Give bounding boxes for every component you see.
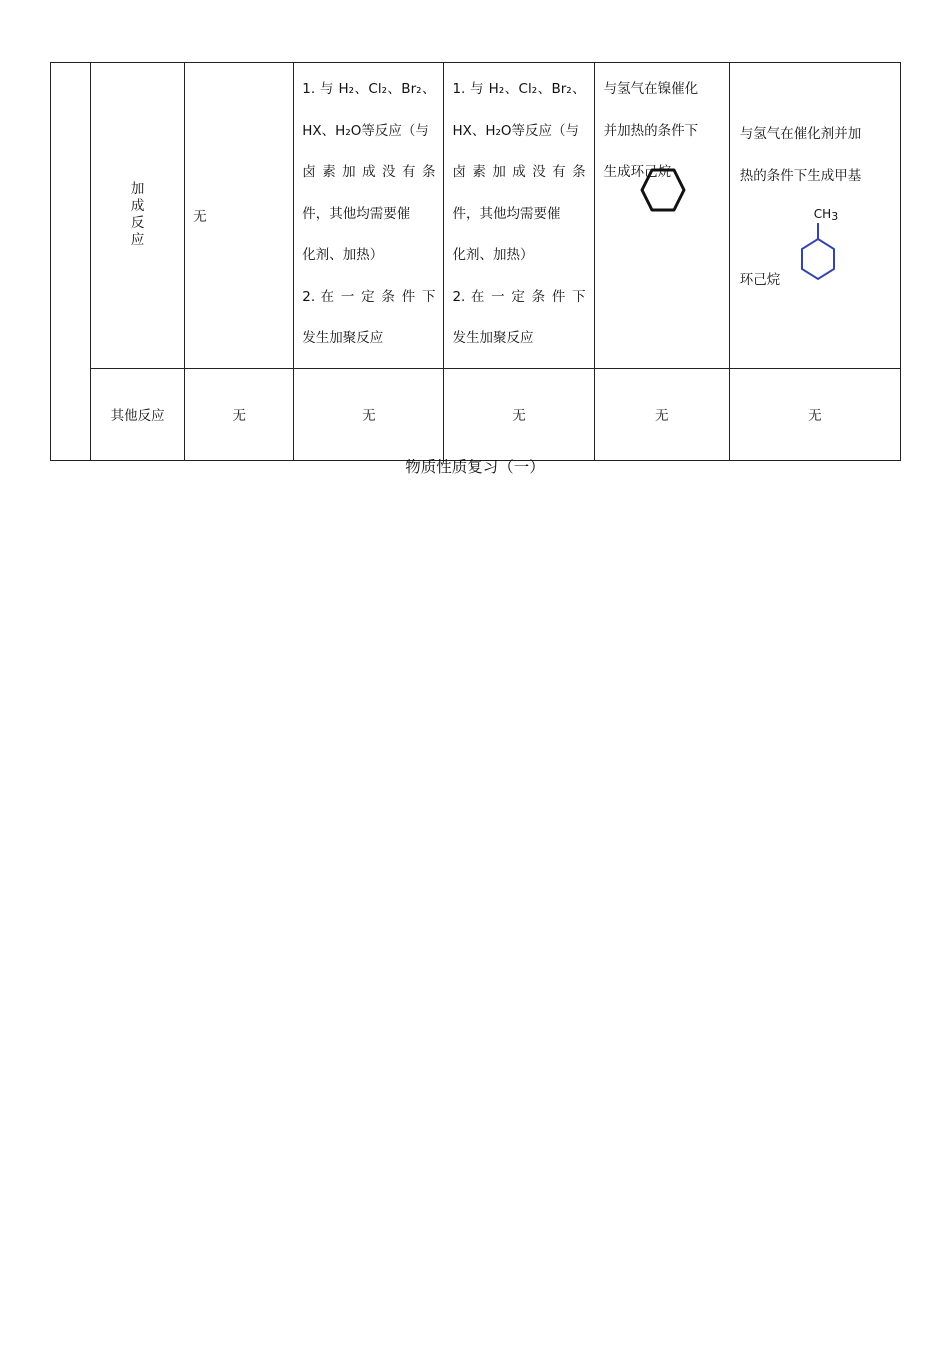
alkyne-other-cell: 无 [444,368,594,460]
benzene-addition-cell: 与氢气在镍催化 并加热的条件下 生成环己烷 [594,63,729,369]
addition-reaction-row [51,63,901,369]
row-label-addition: 加 成 反 应 [91,63,185,369]
alkyne-addition-cell: 1. 与 H₂、Cl₂、Br₂、 HX、H₂O等反应（与 卤 素 加 成 没 有 条 件，其他均需要催 化剂、加热） 2. 在 一 定 条 件 下 发生加聚反应 [444,63,594,369]
alkane-addition-cell: 无 [185,63,294,369]
page-caption: 物质性质复习（一） [405,458,545,476]
other-reaction-row [51,368,901,460]
category-cell [51,63,91,461]
properties-table [50,62,901,461]
row-label-other: 其他反应 [91,368,185,460]
methylcyclohexane-structure-icon [796,221,840,287]
toluene-product-suffix: 环己烷 [739,272,781,288]
toluene-other-cell: 无 [729,368,900,460]
benzene-other-cell: 无 [594,368,729,460]
alkane-other-cell: 无 [185,368,294,460]
toluene-addition-cell: 与氢气在催化剂并加 热的条件下生成甲基 环己烷 CH3 [729,63,900,369]
alkene-other-cell: 无 [294,368,444,460]
cyclohexane-structure-icon [639,167,687,213]
methyl-label: CH3 [813,207,839,223]
alkene-addition-cell: 1. 与 H₂、Cl₂、Br₂、 HX、H₂O等反应（与 卤 素 加 成 没 有 条 件，其他均需要催 化剂、加热） 2. 在 一 定 条 件 下 发生加聚反应 [294,63,444,369]
